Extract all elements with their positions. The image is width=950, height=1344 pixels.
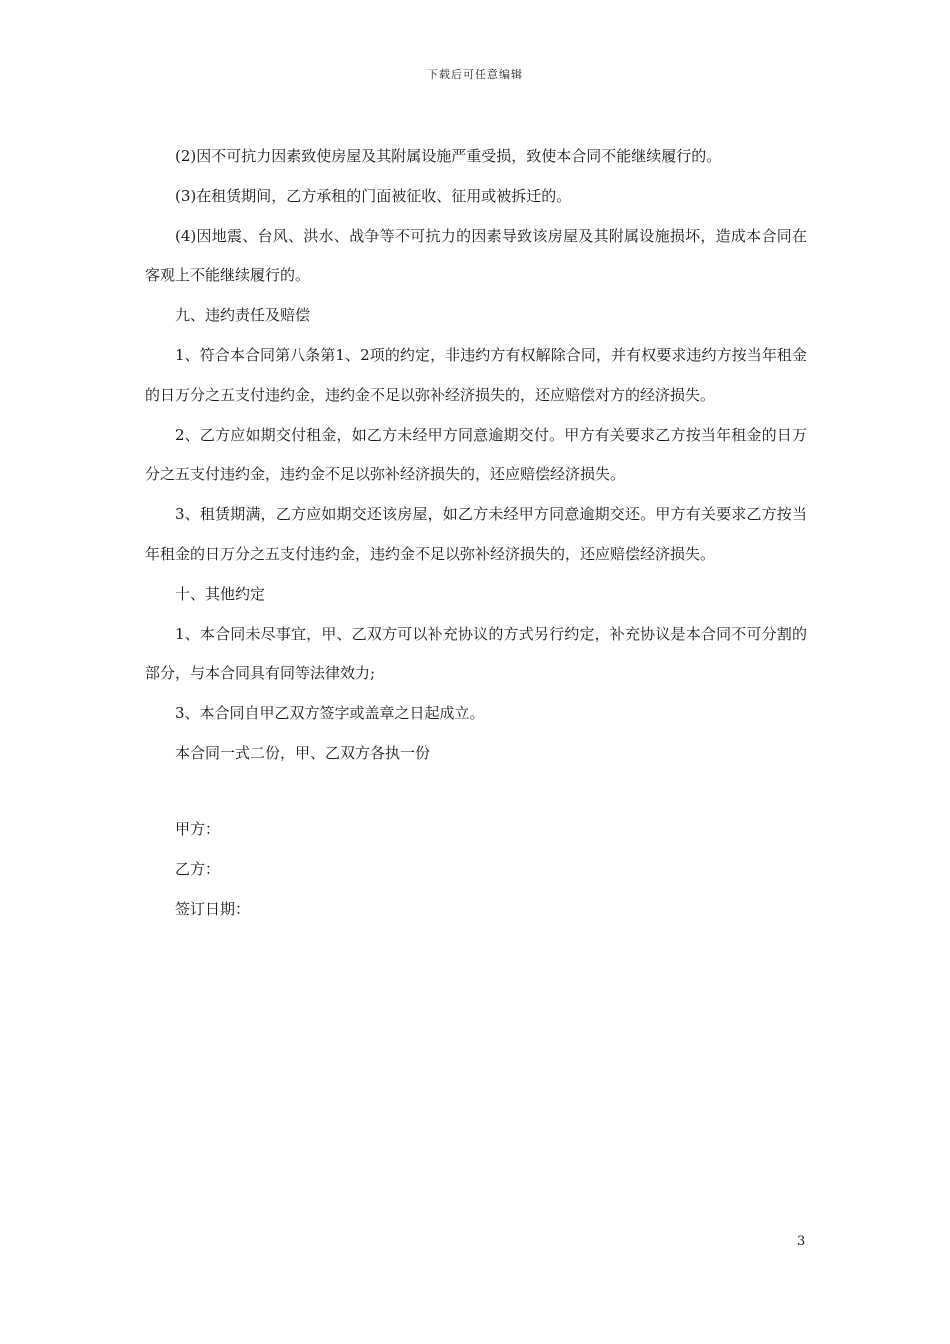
clause-expropriation: (3)在租赁期间，乙方承租的门面被征收、征用或被拆迁的。 <box>175 186 572 205</box>
clause-force-majeure-damage: (2)因不可抗力因素致使房屋及其附属设施严重受损，致使本合同不能继续履行的。 <box>175 147 722 165</box>
clause-liability-2: 2、乙方应如期交付租金，如乙方未经甲方同意逾期交付。甲方有关要求乙方按当年租金的日万分之五支付违约金，违约金不足以弥补经济损失的，还应赔偿经济损失。 <box>145 425 807 484</box>
page-number: 3 <box>797 1234 806 1249</box>
signature-party-b: 乙方： <box>175 860 221 878</box>
clause-other-3: 3、本合同自甲乙双方签字或盖章之日起成立。 <box>175 704 485 723</box>
clause-liability-1: 1、符合本合同第八条第1、2项的约定，非违约方有权解除合同，并有权要求违约方按当年租金的日万分之五支付违约金，违约金不足以弥补经济损失的，还应赔偿对方的经济损失。 <box>145 345 807 404</box>
signature-party-a: 甲方： <box>175 820 221 838</box>
contract-body <box>145 137 807 774</box>
clause-copies: 本合同一式二份，甲、乙双方各执一份 <box>175 743 431 762</box>
page-header-note: 下载后可任意编辑 <box>427 68 523 81</box>
section-heading-other: 十、其他约定 <box>175 584 266 603</box>
clause-liability-3: 3、租赁期满，乙方应如期交还该房屋，如乙方未经甲方同意逾期交还。甲方有关要求乙方按当年租金的日万分之五支付违约金，违约金不足以弥补经济损失的，还应赔偿经济损失。 <box>145 505 807 563</box>
section-heading-liability: 九、违约责任及赔偿 <box>175 306 311 325</box>
clause-other-1: 1、本合同未尽事宜，甲、乙双方可以补充协议的方式另行约定，补充协议是本合同不可分割的部分，与本合同具有同等法律效力; <box>145 624 807 683</box>
signature-date: 签订日期： <box>175 900 251 918</box>
clause-natural-disaster: (4)因地震、台风、洪水、战争等不可抗力的因素导致该房屋及其附属设施损坏，造成本合同在客观上不能继续履行的。 <box>145 226 807 285</box>
